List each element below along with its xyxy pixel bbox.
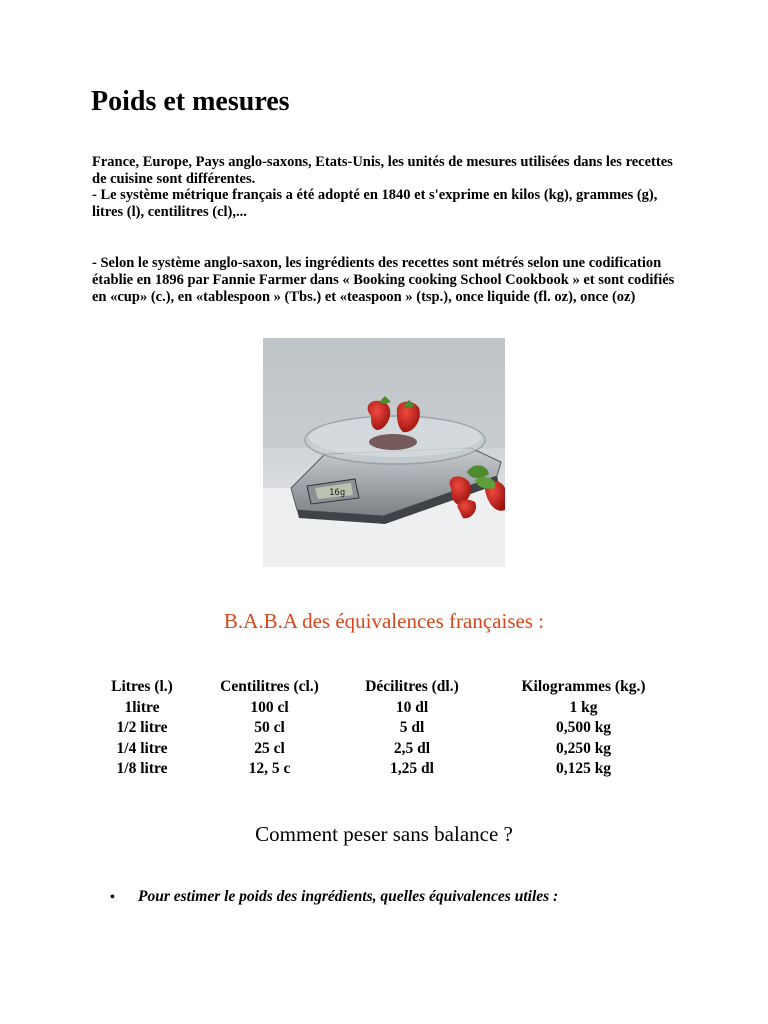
equivalences-table xyxy=(92,677,702,780)
table-cell: 1/2 litre xyxy=(116,719,168,736)
table-cell: 1/8 litre xyxy=(116,760,168,777)
metric-system-paragraph: - Le système métrique français a été adopté en 1840 et s'exprime en kilos (kg), grammes (g), litres (l), centilitres (cl),... xyxy=(92,187,658,220)
equivalences-heading: B.A.B.A des équivalences françaises : xyxy=(223,609,545,633)
table-header-row xyxy=(92,677,702,698)
table-row xyxy=(92,718,702,739)
table-cell: 5 dl xyxy=(399,719,425,736)
table-cell: 1litre xyxy=(124,698,160,716)
table-row xyxy=(92,759,702,780)
column-header: Kilogrammes (kg.) xyxy=(521,678,646,695)
column-header: Décilitres (dl.) xyxy=(365,678,459,695)
table-cell: 0,125 kg xyxy=(555,760,612,777)
table-row xyxy=(92,698,702,719)
table-cell: 50 cl xyxy=(254,719,285,736)
table-cell: 25 cl xyxy=(254,739,285,757)
table-cell: 1 kg xyxy=(569,698,598,716)
bullet-icon: • xyxy=(110,890,115,905)
table-cell: 100 cl xyxy=(250,698,289,716)
intro-paragraph: France, Europe, Pays anglo-saxons, Etats-Unis, les unités de mesures utilisées dans les recettes de cuisine sont différentes. xyxy=(92,154,673,187)
table-cell: 0,250 kg xyxy=(555,739,612,757)
column-header: Litres (l.) xyxy=(111,678,173,695)
kitchen-scale-photo xyxy=(263,338,505,567)
scale-display-text: 16g xyxy=(329,488,346,498)
list-item xyxy=(110,888,558,906)
table-row xyxy=(92,739,702,760)
table-cell: 2,5 dl xyxy=(393,739,431,757)
table-cell: 12, 5 c xyxy=(248,760,291,777)
table-cell: 1/4 litre xyxy=(116,739,168,757)
table-cell: 10 dl xyxy=(395,698,429,716)
page-title: Poids et mesures xyxy=(91,86,290,117)
weigh-without-scale-heading: Comment peser sans balance ? xyxy=(255,822,513,846)
table-cell: 0,500 kg xyxy=(555,719,612,736)
table-cell: 1,25 dl xyxy=(390,760,434,777)
anglo-saxon-paragraph: - Selon le système anglo-saxon, les ingrédients des recettes sont métrés selon une codification établie en 1896 par Fannie Farmer dans « Booking cooking School Cookbook » et sont codifiés en «cup» (c.), en «tablespoon » (Tbs.) et «teaspoon » (tsp.), once liquide (fl. oz), once (oz) xyxy=(92,255,675,305)
column-header: Centilitres (cl.) xyxy=(220,678,319,695)
bullet-text: Pour estimer le poids des ingrédients, quelles équivalences utiles : xyxy=(138,888,559,905)
kitchen-scale-illustration xyxy=(263,338,505,567)
